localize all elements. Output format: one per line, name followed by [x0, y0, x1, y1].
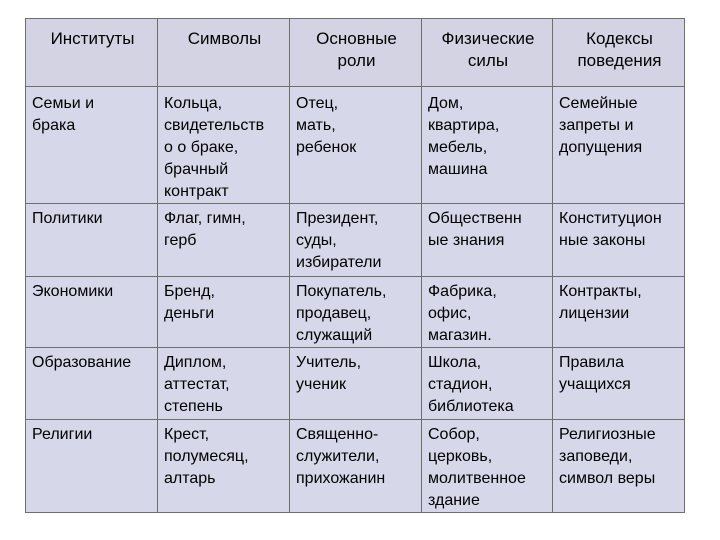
- header-physical-forces: Физические силы: [422, 19, 553, 87]
- header-symbols: Символы: [158, 19, 290, 87]
- cell-codes: Правила учащихся: [553, 348, 685, 420]
- institutions-table-container: [25, 18, 685, 513]
- cell-physical: Школа, стадион, библиотека: [422, 348, 553, 420]
- table-row: [26, 87, 685, 204]
- cell-symbols: Бренд, деньги: [158, 277, 290, 348]
- cell-symbols: Диплом, аттестат, степень: [158, 348, 290, 420]
- cell-symbols: Флаг, гимн, герб: [158, 204, 290, 277]
- cell-codes: Контракты, лицензии: [553, 277, 685, 348]
- cell-codes: Религиозные заповеди, символ веры: [553, 420, 685, 513]
- cell-roles: Отец, мать, ребенок: [290, 87, 422, 204]
- cell-institution: Экономики: [26, 277, 158, 348]
- cell-physical: Дом, квартира, мебель, машина: [422, 87, 553, 204]
- cell-codes: Конституцион ные законы: [553, 204, 685, 277]
- cell-physical: Собор, церковь, молитвенное здание: [422, 420, 553, 513]
- table-row: [26, 204, 685, 277]
- cell-physical: Общественн ые знания: [422, 204, 553, 277]
- table-row: [26, 277, 685, 348]
- cell-roles: Священно- служители, прихожанин: [290, 420, 422, 513]
- cell-physical: Фабрика, офис, магазин.: [422, 277, 553, 348]
- cell-symbols: Кольца, свидетельств о о браке, брачный контракт: [158, 87, 290, 204]
- cell-institution: Образование: [26, 348, 158, 420]
- header-institutions: Институты: [26, 19, 158, 87]
- table-header-row: [26, 19, 685, 87]
- cell-institution: Политики: [26, 204, 158, 277]
- cell-institution: Религии: [26, 420, 158, 513]
- table-row: [26, 348, 685, 420]
- table-row: [26, 420, 685, 513]
- institutions-table: [25, 18, 685, 513]
- cell-codes: Семейные запреты и допущения: [553, 87, 685, 204]
- cell-roles: Президент, суды, избиратели: [290, 204, 422, 277]
- header-codes-of-conduct: Кодексы поведения: [553, 19, 685, 87]
- cell-symbols: Крест, полумесяц, алтарь: [158, 420, 290, 513]
- cell-roles: Учитель, ученик: [290, 348, 422, 420]
- header-main-roles: Основные роли: [290, 19, 422, 87]
- cell-institution: Семьи и брака: [26, 87, 158, 204]
- cell-roles: Покупатель, продавец, служащий: [290, 277, 422, 348]
